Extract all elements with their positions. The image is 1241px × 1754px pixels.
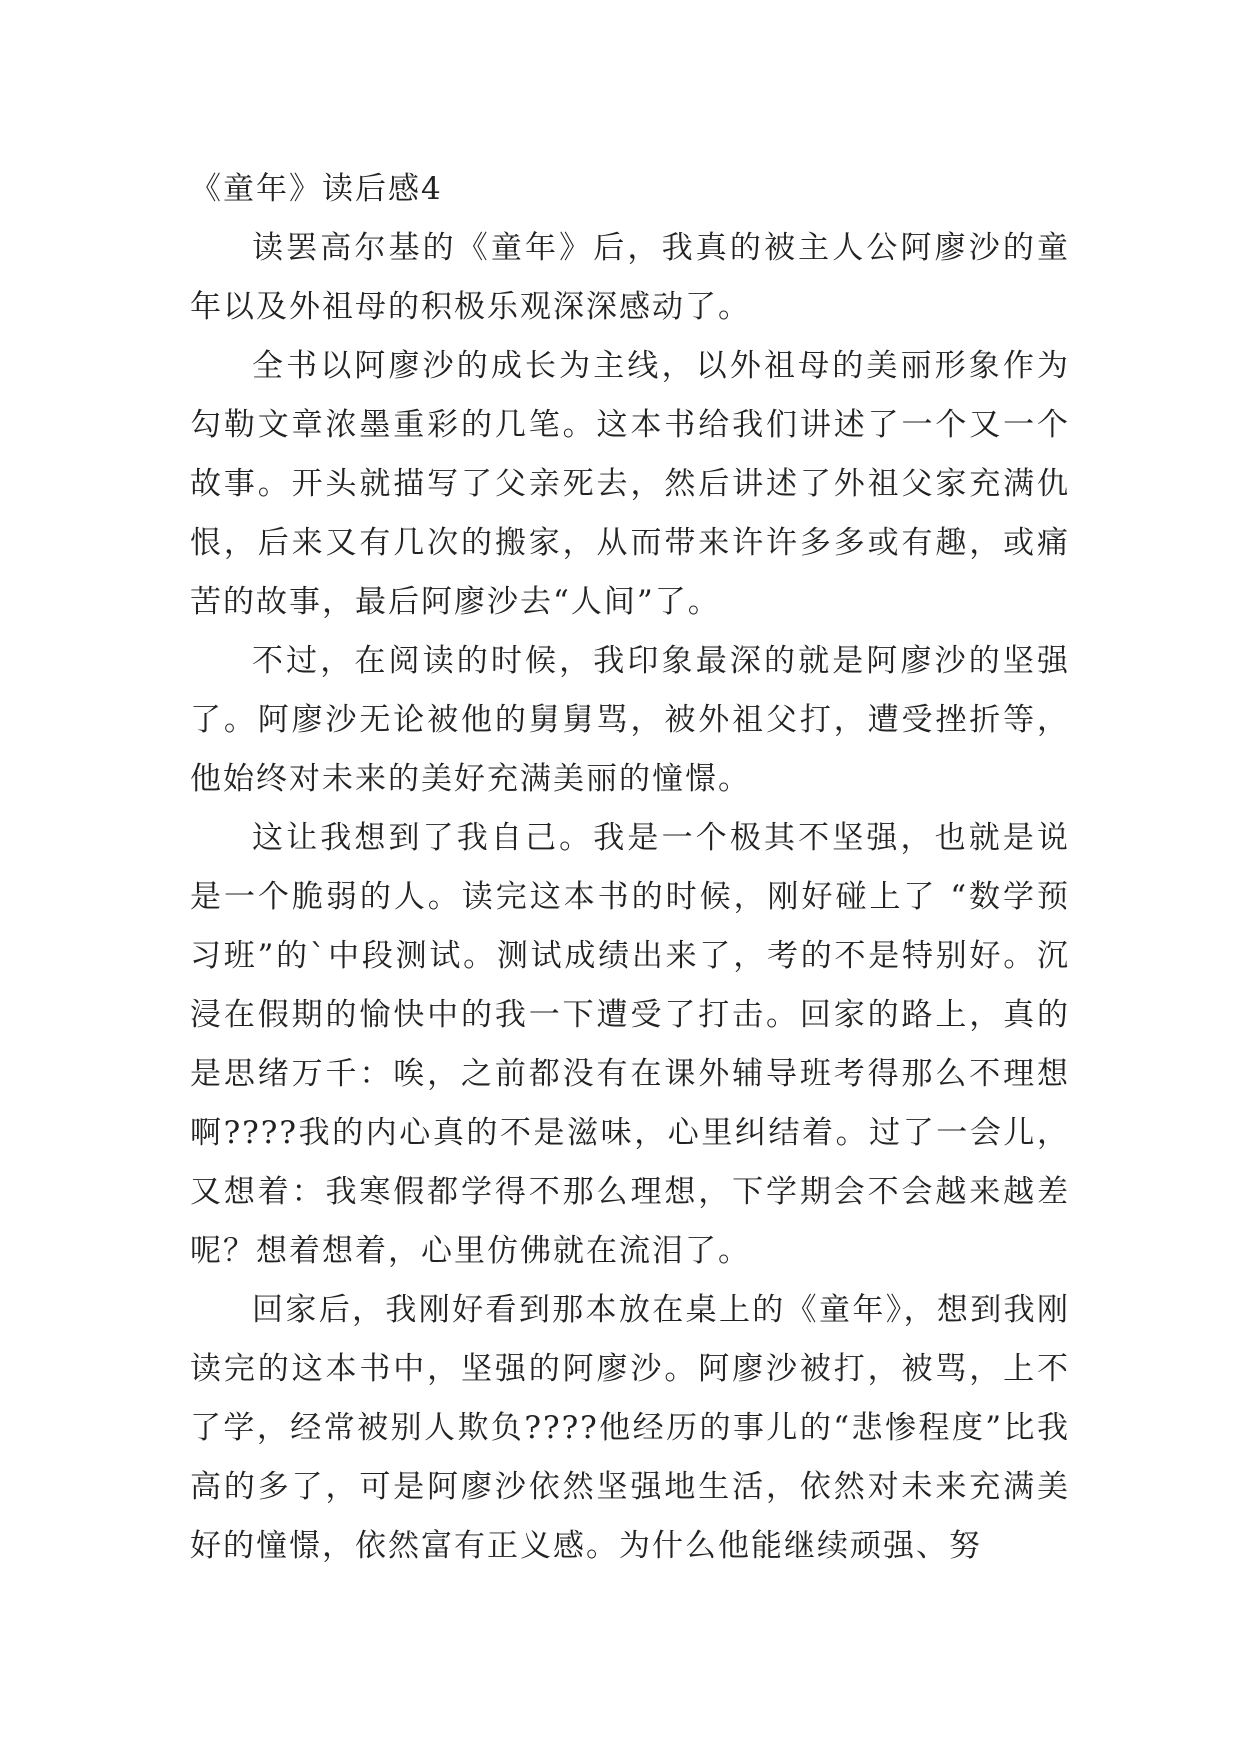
- paragraph-4: 这让我想到了我自己。我是一个极其不坚强，也就是说是一个脆弱的人。读完这本书的时候，刚好碰上了 “数学预习班”的`中段测试。测试成绩出来了，考的不是特别好。沉浸在假期的愉快中的我一下遭受了打击。回家的路上，真的是思绪万千：唉，之前都没有在课外辅导班考得那么不理想啊????我的内心真的不是滋味，心里纠结着。过了一会儿，又想着：我寒假都学得不那么理想，下学期会不会越来越差呢？想着想着，心里仿佛就在流泪了。: [190, 820, 1070, 1269]
- document-title: 《童年》读后感4: [190, 171, 443, 207]
- paragraph-5: 回家后，我刚好看到那本放在桌上的《童年》，想到我刚读完的这本书中，坚强的阿廖沙。阿廖沙被打，被骂，上不了学，经常被别人欺负????他经历的事儿的“悲惨程度”比我高的多了，可是阿廖沙依然坚强地生活，依然对未来充满美好的憧憬，依然富有正义感。为什么他能继续顽强、努: [190, 1292, 1070, 1564]
- paragraph-3: 不过，在阅读的时候，我印象最深的就是阿廖沙的坚强了。阿廖沙无论被他的舅舅骂，被外祖父打，遭受挫折等，他始终对未来的美好充满美丽的憧憬。: [190, 643, 1070, 797]
- paragraph-2: 全书以阿廖沙的成长为主线，以外祖母的美丽形象作为勾勒文章浓墨重彩的几笔。这本书给我们讲述了一个又一个故事。开头就描写了父亲死去，然后讲述了外祖父家充满仇恨，后来又有几次的搬家，从而带来许许多多或有趣，或痛苦的故事，最后阿廖沙去“人间”了。: [190, 348, 1070, 620]
- document-body: [190, 160, 1070, 1576]
- paragraph-1: 读罢高尔基的《童年》后，我真的被主人公阿廖沙的童年以及外祖母的积极乐观深深感动了。: [190, 230, 1070, 325]
